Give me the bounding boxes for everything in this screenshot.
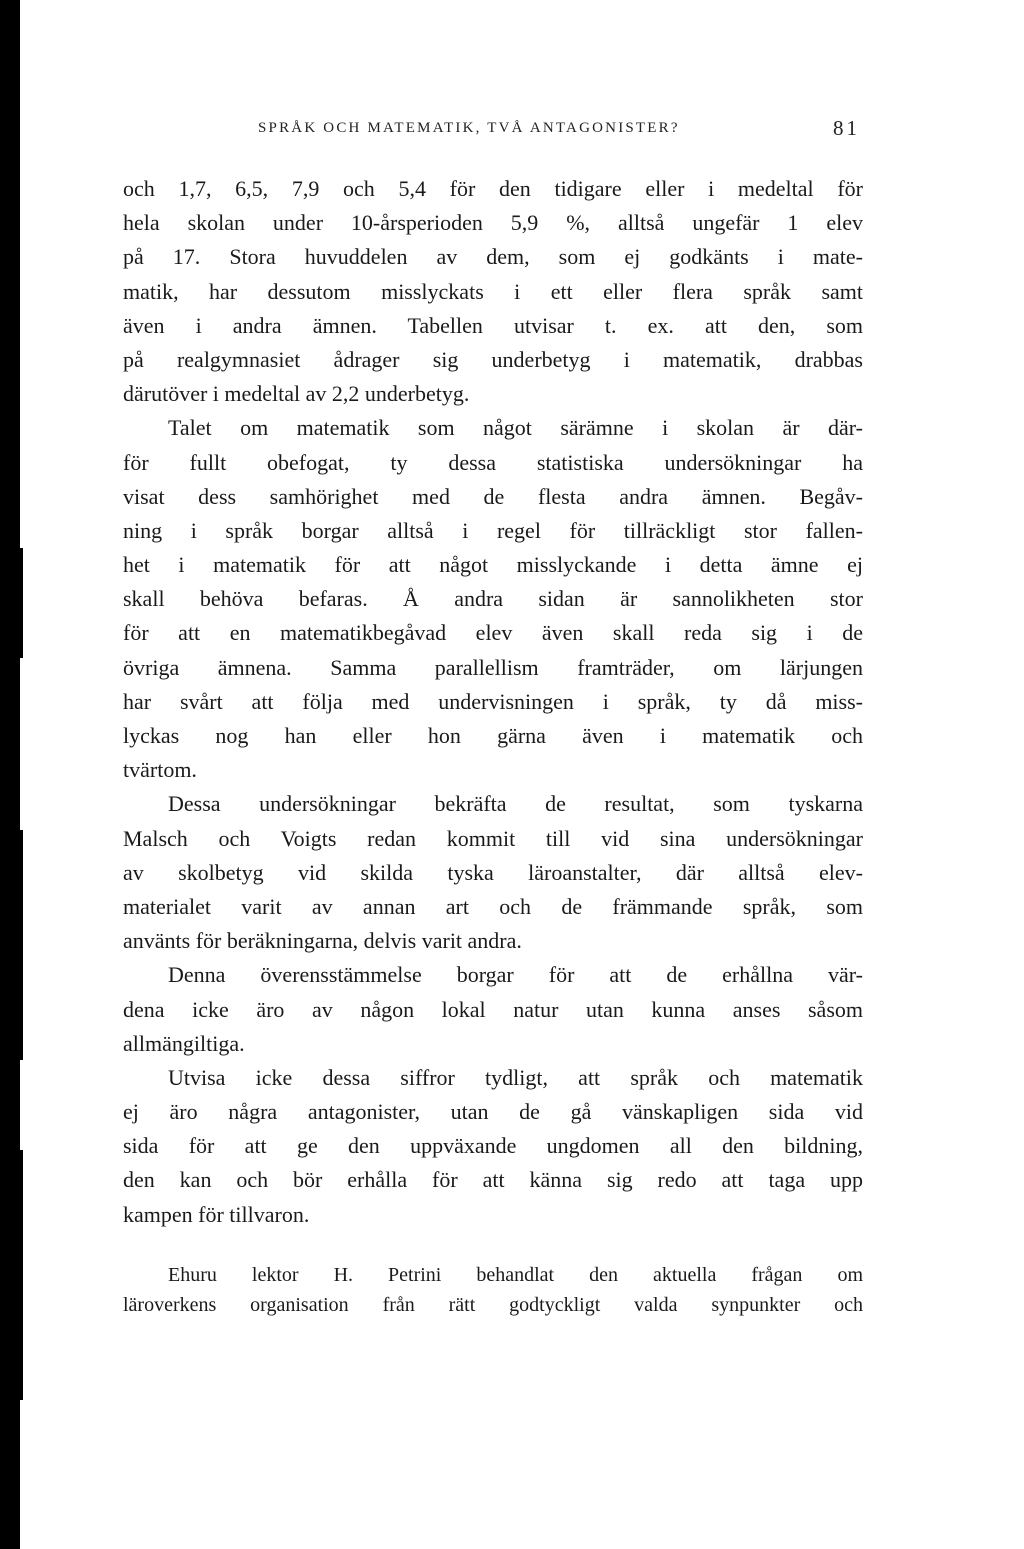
paragraph [123,787,863,958]
text-line: för fullt obefogat, ty dessa statistiska undersökningar ha [123,449,863,475]
text-line: het i matematik för att något misslyckande i detta ämne ej [123,552,863,578]
paragraph [123,411,863,787]
text-line: sida för att ge den uppväxande ungdomen all den bildning, [123,1133,863,1159]
text-line: på 17. Stora huvuddelen av dem, som ej godkänts i mate- [123,244,863,270]
text-line: läroverkens organisation från rätt godtyckligt valda synpunkter och [123,1293,863,1316]
text-line: den kan och bör erhålla för att känna sig redo att taga upp [123,1167,863,1193]
text-line: Dessa undersökningar bekräfta de resultat, som tyskarna [168,791,863,817]
running-head: SPRÅK OCH MATEMATIK, TVÅ ANTAGONISTER? [258,120,680,136]
text-line: skall behöva befaras. Å andra sidan är sannolikheten stor [123,586,863,612]
scan-edge-mark [20,548,23,658]
text-line: av skolbetyg vid skilda tyska läroanstalter, där alltså elev- [123,859,863,885]
paragraph [123,1061,863,1232]
text-line: Talet om matematik som något särämne i skolan är där- [168,415,863,441]
text-line: Malsch och Voigts redan kommit till vid sina undersökningar [123,825,863,851]
text-line: dena icke äro av någon lokal natur utan kunna anses såsom [123,996,863,1022]
page-header [20,116,1024,150]
body-text [123,172,863,1320]
closing-paragraph [123,1260,863,1320]
paragraph [123,172,863,411]
text-line: Ehuru lektor H. Petrini behandlat den aktuella frågan om [168,1263,863,1286]
text-line: för att en matematikbegåvad elev även skall reda sig i de [123,620,863,646]
text-line: tvärtom. [123,757,197,783]
section-gap [123,1232,863,1260]
scan-edge-mark [20,1150,23,1400]
text-line: och 1,7, 6,5, 7,9 och 5,4 för den tidigare eller i medeltal för [123,176,863,201]
text-line: ning i språk borgar alltså i regel för tillräckligt stor fallen- [123,517,863,543]
text-line: använts för beräkningarna, delvis varit andra. [123,928,522,954]
text-line: kampen för tillvaron. [123,1201,310,1227]
text-line: allmängiltiga. [123,1030,245,1056]
scan-edge-mark [20,830,23,1060]
text-line: på realgymnasiet ådrager sig underbetyg i matematik, drabbas [123,346,863,372]
page-number: 81 [833,116,860,140]
text-line: visat dess samhörighet med de flesta andra ämnen. Begåv- [123,483,863,509]
text-line: därutöver i medeltal av 2,2 underbetyg. [123,381,470,407]
text-line: övriga ämnena. Samma parallellism framträder, om lärjungen [123,654,863,680]
book-page [20,0,1024,1549]
text-line: matik, har dessutom misslyckats i ett eller flera språk samt [123,278,863,304]
paragraph [123,958,863,1061]
text-line: lyckas nog han eller hon gärna även i matematik och [123,723,863,748]
text-line: materialet varit av annan art och de främmande språk, som [123,893,863,919]
scan-edge-left [0,0,20,1549]
text-line: även i andra ämnen. Tabellen utvisar t. ex. att den, som [123,312,863,338]
text-line: har svårt att följa med undervisningen i språk, ty då miss- [123,688,863,714]
text-line: Denna överensstämmelse borgar för att de erhållna vär- [168,962,863,988]
text-line: hela skolan under 10-årsperioden 5,9 %, alltså ungefär 1 elev [123,210,863,236]
text-line: Utvisa icke dessa siffror tydligt, att språk och matematik [168,1064,863,1090]
text-line: ej äro några antagonister, utan de gå vänskapligen sida vid [123,1099,863,1125]
